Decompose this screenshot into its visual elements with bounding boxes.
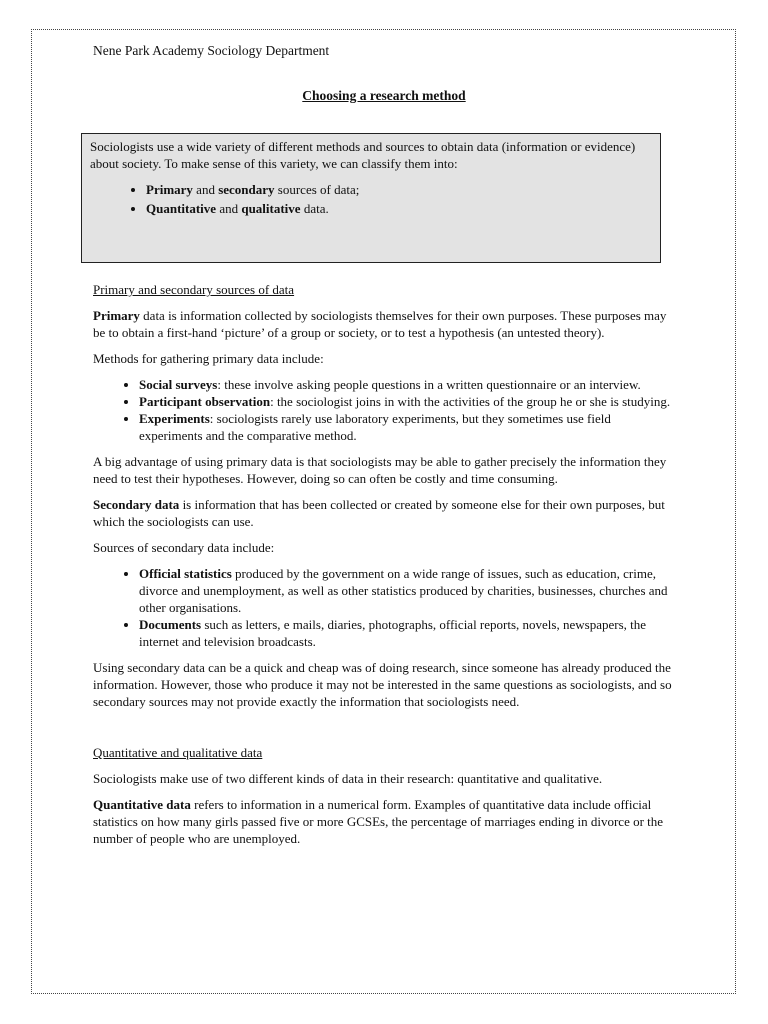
bold-term: qualitative xyxy=(241,201,301,216)
bullet-text: sources of data; xyxy=(274,182,360,197)
intro-bullet xyxy=(146,181,652,198)
bold-term: Official statistics xyxy=(139,566,232,581)
paragraph-primary-advantage: A big advantage of using primary data is that sociologists may be able to gather precisely the information they need to test their hypotheses. However, doing so can often be costly and time consuming. xyxy=(93,454,667,486)
list-item-text: : these involve asking people questions in a written questionnaire or an interview. xyxy=(217,377,641,392)
bold-term: Experiments xyxy=(139,411,210,426)
paragraph-two-kinds: Sociologists make use of two different kinds of data in their research: quantitative and qualitative. xyxy=(93,771,603,786)
paragraph-text: refers to information in a numerical form. Examples of quantitative data include official statistics on how many girls passed five or more GCSEs, the percentage of marriages ending in divorce or the number of people who are unemployed. xyxy=(93,797,664,846)
section-heading-primary-secondary: Primary and secondary sources of data xyxy=(93,282,295,297)
methods-list xyxy=(93,376,673,444)
bullet-text: and xyxy=(192,182,219,197)
bold-term: Primary xyxy=(146,182,193,197)
bullet-text: data. xyxy=(300,201,329,216)
list-item-text: : the sociologist joins in with the activities of the group he or she is studying. xyxy=(270,394,671,409)
intro-text: Sociologists use a wide variety of different methods and sources to obtain data (information or evidence) about society. To make sense of this variety, we can classify them into: xyxy=(90,139,636,171)
paragraph-sources-intro: Sources of secondary data include: xyxy=(93,540,275,555)
bold-term: Documents xyxy=(139,617,202,632)
bold-term: Social surveys xyxy=(139,377,218,392)
section-heading-quantitative-qualitative: Quantitative and qualitative data xyxy=(93,745,263,760)
paragraph-primary-definition xyxy=(93,307,673,341)
document-title: Choosing a research method xyxy=(302,88,466,103)
bold-term: secondary xyxy=(218,182,275,197)
paragraph-secondary-advantage: Using secondary data can be a quick and cheap was of doing research, since someone has already produced the information. However, those who produce it may not be interested in the same questions as sociologists, and so secondary sources may not provide exactly the information that sociologists need. xyxy=(93,660,672,709)
list-item xyxy=(139,410,673,444)
paragraph-methods-intro: Methods for gathering primary data include: xyxy=(93,351,324,366)
bullet-text: and xyxy=(216,201,242,216)
list-item-text: such as letters, e mails, diaries, photographs, official reports, novels, newspapers, the internet and television broadcasts. xyxy=(139,617,647,649)
list-item-text: : sociologists rarely use laboratory experiments, but they sometimes use field experiments and the comparative method. xyxy=(139,411,611,443)
list-item xyxy=(139,616,673,650)
intro-bullet-list xyxy=(90,181,652,217)
list-item xyxy=(139,565,673,616)
main-content xyxy=(93,281,673,856)
paragraph-secondary-definition xyxy=(93,496,673,530)
sources-list xyxy=(93,565,673,650)
paragraph-text: data is information collected by sociologists themselves for their own purposes. These purposes may be to obtain a first-hand ‘picture’ of a group or society, or to test a hypothesis (an untested theory). xyxy=(93,308,667,340)
bold-term: Participant observation xyxy=(139,394,271,409)
intro-box xyxy=(81,133,661,263)
list-item-text: produced by the government on a wide range of issues, such as education, crime, divorce and unemployment, as well as other statistics produced by charities, businesses, churches and other organisations. xyxy=(139,566,668,615)
paragraph-quantitative-definition xyxy=(93,796,673,847)
list-item xyxy=(139,393,673,410)
list-item xyxy=(139,376,673,393)
bold-term: Secondary data xyxy=(93,497,180,512)
bold-term: Quantitative data xyxy=(93,797,191,812)
paragraph-text: is information that has been collected or created by someone else for their own purposes, but which the sociologists can use. xyxy=(93,497,665,529)
bold-term: Primary xyxy=(93,308,140,323)
bold-term: Quantitative xyxy=(146,201,217,216)
intro-bullet xyxy=(146,200,652,217)
department-header: Nene Park Academy Sociology Department xyxy=(93,43,330,58)
